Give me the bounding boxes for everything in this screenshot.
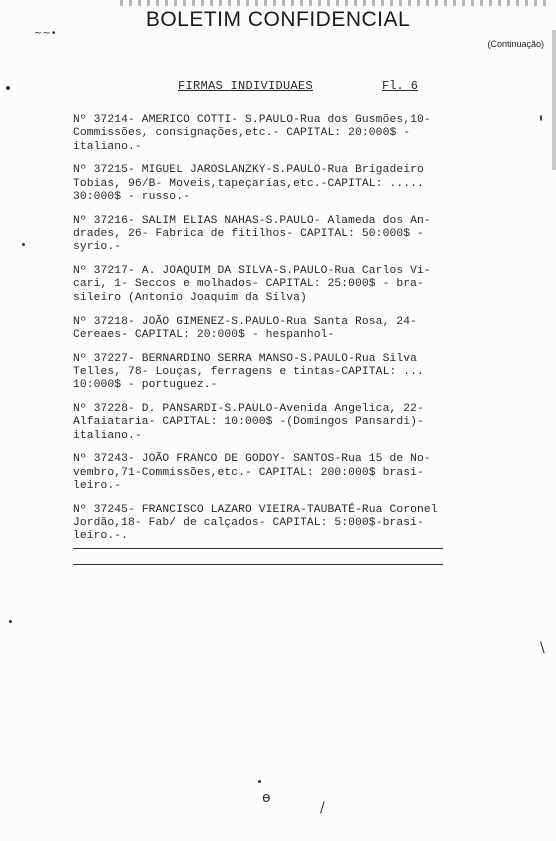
section-title: FIRMAS INDIVIDUAES [178,79,314,93]
scan-speck [6,86,10,90]
registry-entry: Nº 37228- D. PANSARDI-S.PAULO-Avenida Angelica, 22- Alfaiataria- CAPITAL: 10:000$ -(Domingos Pansardi)- italiano.- [73,403,424,442]
registry-entry: Nº 37215- MIGUEL JAROSLANZKY-S.PAULO-Rua Brigadeiro Tobias, 96/B- Moveis,tapeçarias,etc.-CAPITAL: ..... 30:000$ - russo.- [73,164,424,203]
folio-number: Fl. 6 [382,79,419,93]
scan-speck [258,780,261,783]
registry-entry: Nº 37217- A. JOAQUIM DA SILVA-S.PAULO-Rua Carlos Vi- cari, 1- Seccos e molhados- CAPITAL: 25:000$ - bra- sileiro (Antonio Joaquim da Silva) [73,265,431,304]
scan-speck [540,115,542,121]
scan-speck [9,620,12,623]
registry-entry: Nº 37214- AMERICO COTTI- S.PAULO-Rua dos Gusmões,10- Commissões, consignações,etc.- CAPITAL: 20:000$ - italiano.- [73,114,431,153]
registry-entry: Nº 37216- SALIM ELIAS NAHAS-S.PAULO- Alameda dos An- drades, 26- Fabrica de fitilhos- CAPITAL: 50:000$ - syrio.- [73,214,431,254]
scan-mark: / [320,800,325,816]
scan-mark: \ [540,640,545,656]
scan-edge-artifact-right [552,30,556,170]
scan-mark: ~~• [34,28,57,39]
registry-entry: Nº 37245- FRANCISCO LAZARO VIEIRA-TAUBATÉ-Rua Coronel Jordão,18- Fab/ de calçados- CAPITAL: 5:000$-brasi- leiro.-. [73,503,438,543]
bulletin-title: BOLETIM CONFIDENCIAL [145,8,411,31]
scan-mark: ɵ [262,790,271,806]
scan-speck [22,243,25,246]
continuation-label: (Continuação) [487,39,544,49]
closing-rule [73,564,443,565]
registry-entry: Nº 37218- JOÃO GIMENEZ-S.PAULO-Rua Santa Rosa, 24- Cereaes- CAPITAL: 20:000$ - hespanhol- [73,315,417,341]
scan-edge-artifact [120,0,550,6]
entries-list [73,114,453,554]
registry-entry: Nº 37227- BERNARDINO SERRA MANSO-S.PAULO-Rua Silva Telles, 78- Louças, ferragens e tintas-CAPITAL: ... 10:000$ - portuguez.- [73,352,424,392]
closing-rule [73,548,443,549]
registry-entry: Nº 37243- JOÃO FRANCO DE GODOY- SANTOS-Rua 15 de No- vembro,71-Commissões,etc.- CAPITAL: 200:000$ brasi- leiro.- [73,453,431,493]
